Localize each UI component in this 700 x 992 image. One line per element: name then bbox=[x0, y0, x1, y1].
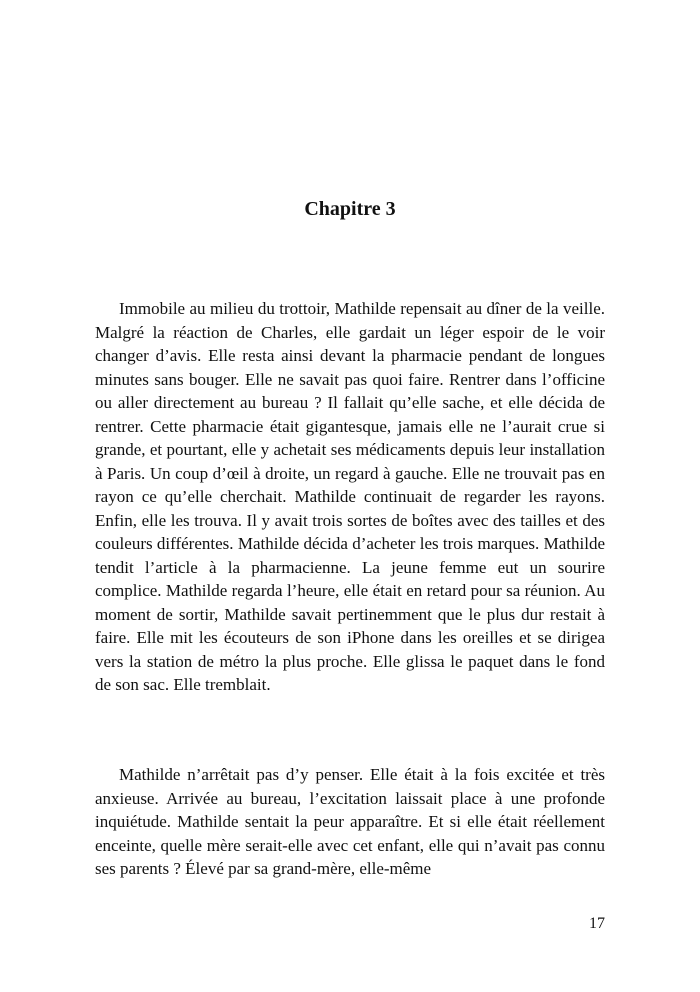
chapter-title: Chapitre 3 bbox=[304, 198, 396, 220]
body-paragraph: Mathilde n’arrêtait pas d’y penser. Elle était à la fois excitée et très anxieuse. Arrivée au bureau, l’excitation laissait place à une profonde inquiétude. Mathilde sentait la peur apparaître. Et si elle était réellement enceinte, quelle mère serait-elle avec cet enfant, elle qui n’avait pas connu ses parents ? Élevé par sa grand-mère, elle-même bbox=[95, 765, 605, 878]
page-number: 17 bbox=[589, 915, 605, 932]
body-paragraph: Immobile au milieu du trottoir, Mathilde repensait au dîner de la veille. Malgré la réaction de Charles, elle gardait un léger espoir de le voir changer d’avis. Elle resta ainsi devant la pharmacie pendant de longues minutes sans bouger. Elle ne savait pas quoi faire. Rentrer dans l’officine ou aller directement au bureau ? Il fallait qu’elle sache, et elle décida de rentrer. Cette pharmacie était gigantesque, jamais elle ne l’aurait crue si grande, et pourtant, elle y achetait ses médicaments depuis leur installation à Paris. Un coup d’œil à droite, un regard à gauche. Elle ne trouvait pas en rayon ce qu’elle cherchait. Mathilde continuait de regarder les rayons. Enfin, elle les trouva. Il y avait trois sortes de boîtes avec des tailles et des couleurs différentes. Mathilde décida d’acheter les trois marques. Mathilde tendit l’article à la pharmacienne. La jeune femme eut un sourire complice. Mathilde regarda l’heure, elle était en retard pour sa réunion. Au moment de sortir, Mathilde savait pertinemment que le plus dur restait à faire. Elle mit les écouteurs de son iPhone dans les oreilles et se dirigea vers la station de métro la plus proche. Elle glissa le paquet dans le fond de son sac. Elle tremblait. bbox=[95, 299, 605, 694]
